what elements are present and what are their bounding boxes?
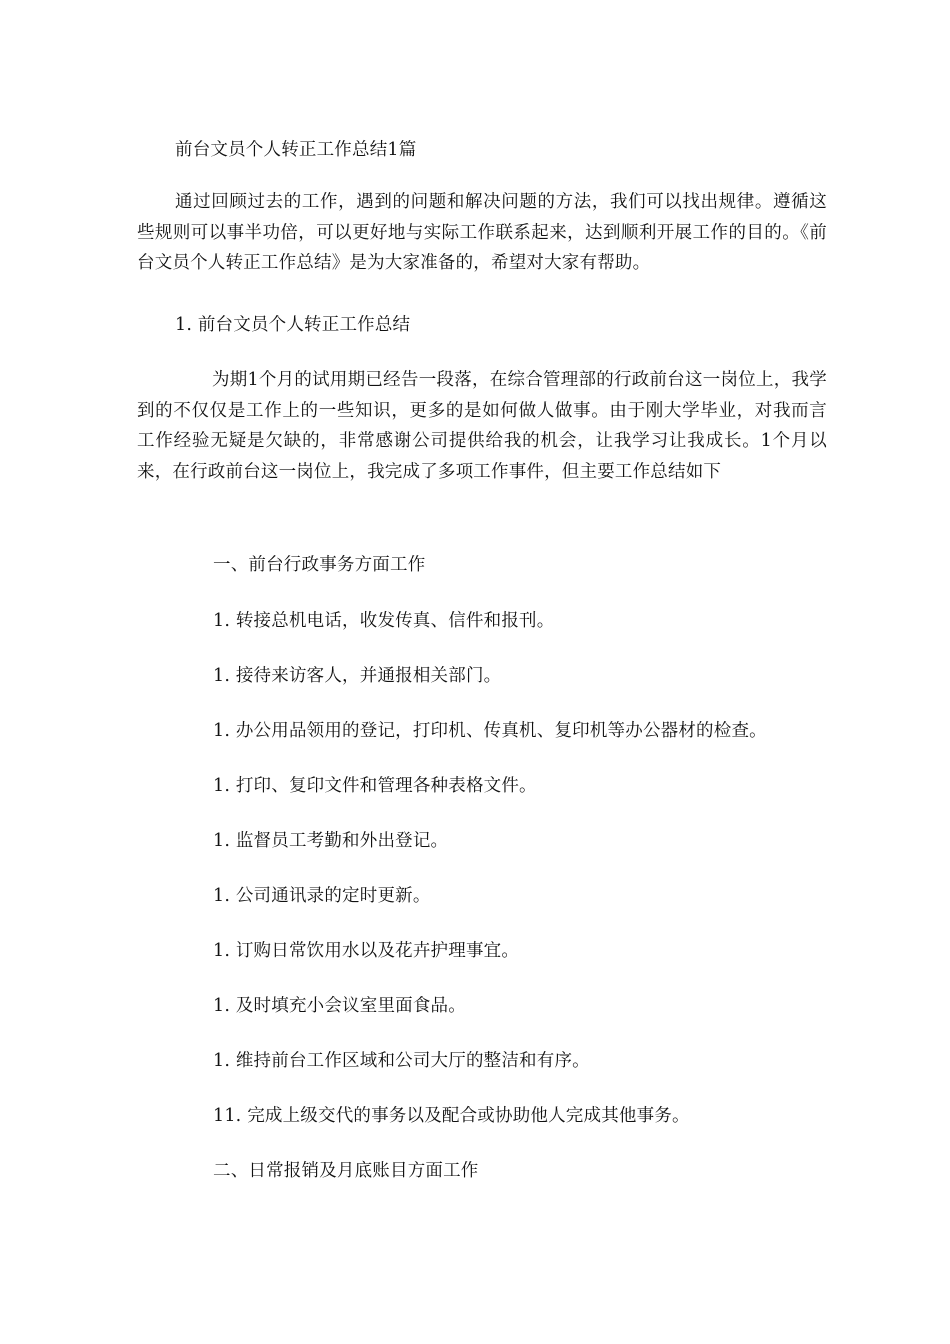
list-item: 1. 订购日常饮用水以及花卉护理事宜。 [213, 941, 520, 961]
intro-paragraph: 通过回顾过去的工作，遇到的问题和解决问题的方法，我们可以找出规律。遵循这些规则可以事半功倍，可以更好地与实际工作联系起来，达到顺利开展工作的目的。《前台文员个人转正工作总结》是为大家准备的，希望对大家有帮助。 [137, 192, 827, 273]
list-item: 1. 及时填充小会议室里面食品。 [213, 996, 466, 1016]
heading-reimbursement-work: 二、日常报销及月底账目方面工作 [213, 1161, 479, 1181]
list-item: 1. 接待来访客人，并通报相关部门。 [213, 666, 502, 686]
list-item: 1. 办公用品领用的登记，打印机、传真机、复印机等办公器材的检查。 [213, 721, 767, 741]
list-item: 1. 维持前台工作区域和公司大厅的整洁和有序。 [213, 1051, 590, 1071]
list-item: 1. 转接总机电话，收发传真、信件和报刊。 [213, 611, 555, 631]
section-title: 1. 前台文员个人转正工作总结 [175, 315, 411, 335]
list-item: 1. 公司通讯录的定时更新。 [213, 886, 431, 906]
list-item: 1. 打印、复印文件和管理各种表格文件。 [213, 776, 537, 796]
document-title: 前台文员个人转正工作总结1篇 [175, 140, 417, 160]
body-paragraph: 为期1个月的试用期已经告一段落，在综合管理部的行政前台这一岗位上，我学到的不仅仅是工作上的一些知识，更多的是如何做人做事。由于刚大学毕业，对我而言工作经验无疑是欠缺的，非常感谢公司提供给我的机会，让我学习让我成长。1个月以来，在行政前台这一岗位上，我完成了多项工作事件，但主要工作总结如下 [137, 370, 827, 482]
heading-admin-work: 一、前台行政事务方面工作 [213, 555, 426, 575]
list-item: 11. 完成上级交代的事务以及配合或协助他人完成其他事务。 [213, 1106, 690, 1126]
list-item: 1. 监督员工考勤和外出登记。 [213, 831, 449, 851]
